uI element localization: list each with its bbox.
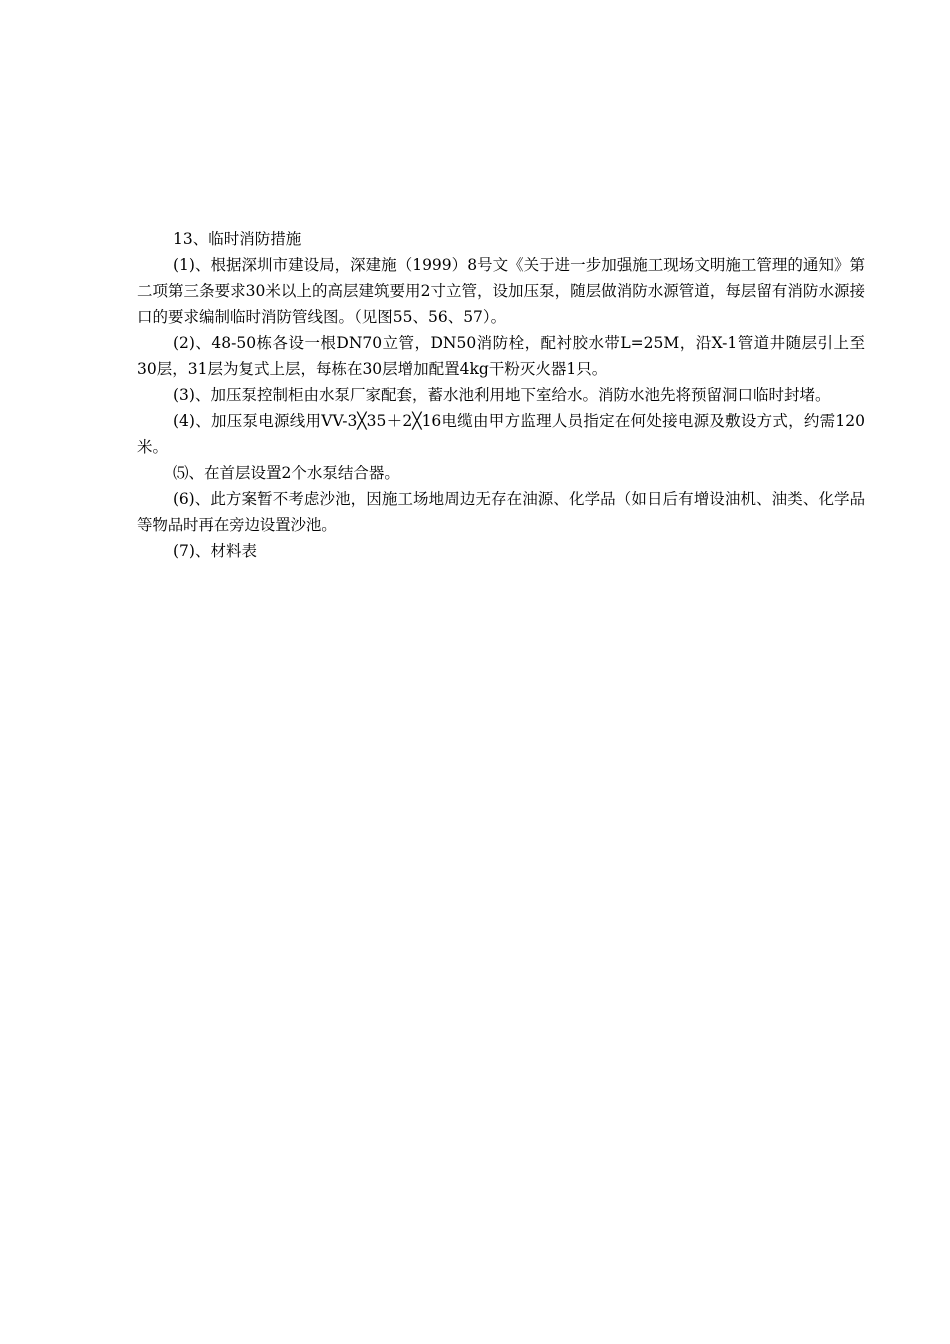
document-body [137,226,865,564]
section-heading: 13、临时消防措施 [173,230,302,248]
paragraph-2: (2)、48-50栋各设一根DN70立管，DN50消防栓，配衬胶水带L=25M，沿X-1管道井随层引上至30层，31层为复式上层，每栋在30层增加配置4kg干粉灭火器1只。 [137,334,865,378]
paragraph-3: (3)、加压泵控制柜由水泵厂家配套，蓄水池利用地下室给水。消防水池先将预留洞口临时封堵。 [173,386,831,404]
paragraph-6: (6)、此方案暂不考虑沙池，因施工场地周边无存在油源、化学品（如日后有增设油机、油类、化学品等物品时再在旁边设置沙池。 [137,490,865,534]
paragraph-4: (4)、加压泵电源线用VV-3╳35＋2╳16电缆由甲方监理人员指定在何处接电源及敷设方式，约需120米。 [137,412,865,456]
paragraph-7: (7)、材料表 [173,542,257,560]
paragraph-5: ⑸、在首层设置2个水泵结合器。 [173,464,400,482]
paragraph-1: (1)、根据深圳市建设局，深建施（1999）8号文《关于进一步加强施工现场文明施工管理的通知》第二项第三条要求30米以上的高层建筑要用2寸立管，设加压泵，随层做消防水源管道，每层留有消防水源接口的要求编制临时消防管线图。（见图55、56、57）。 [137,256,865,326]
